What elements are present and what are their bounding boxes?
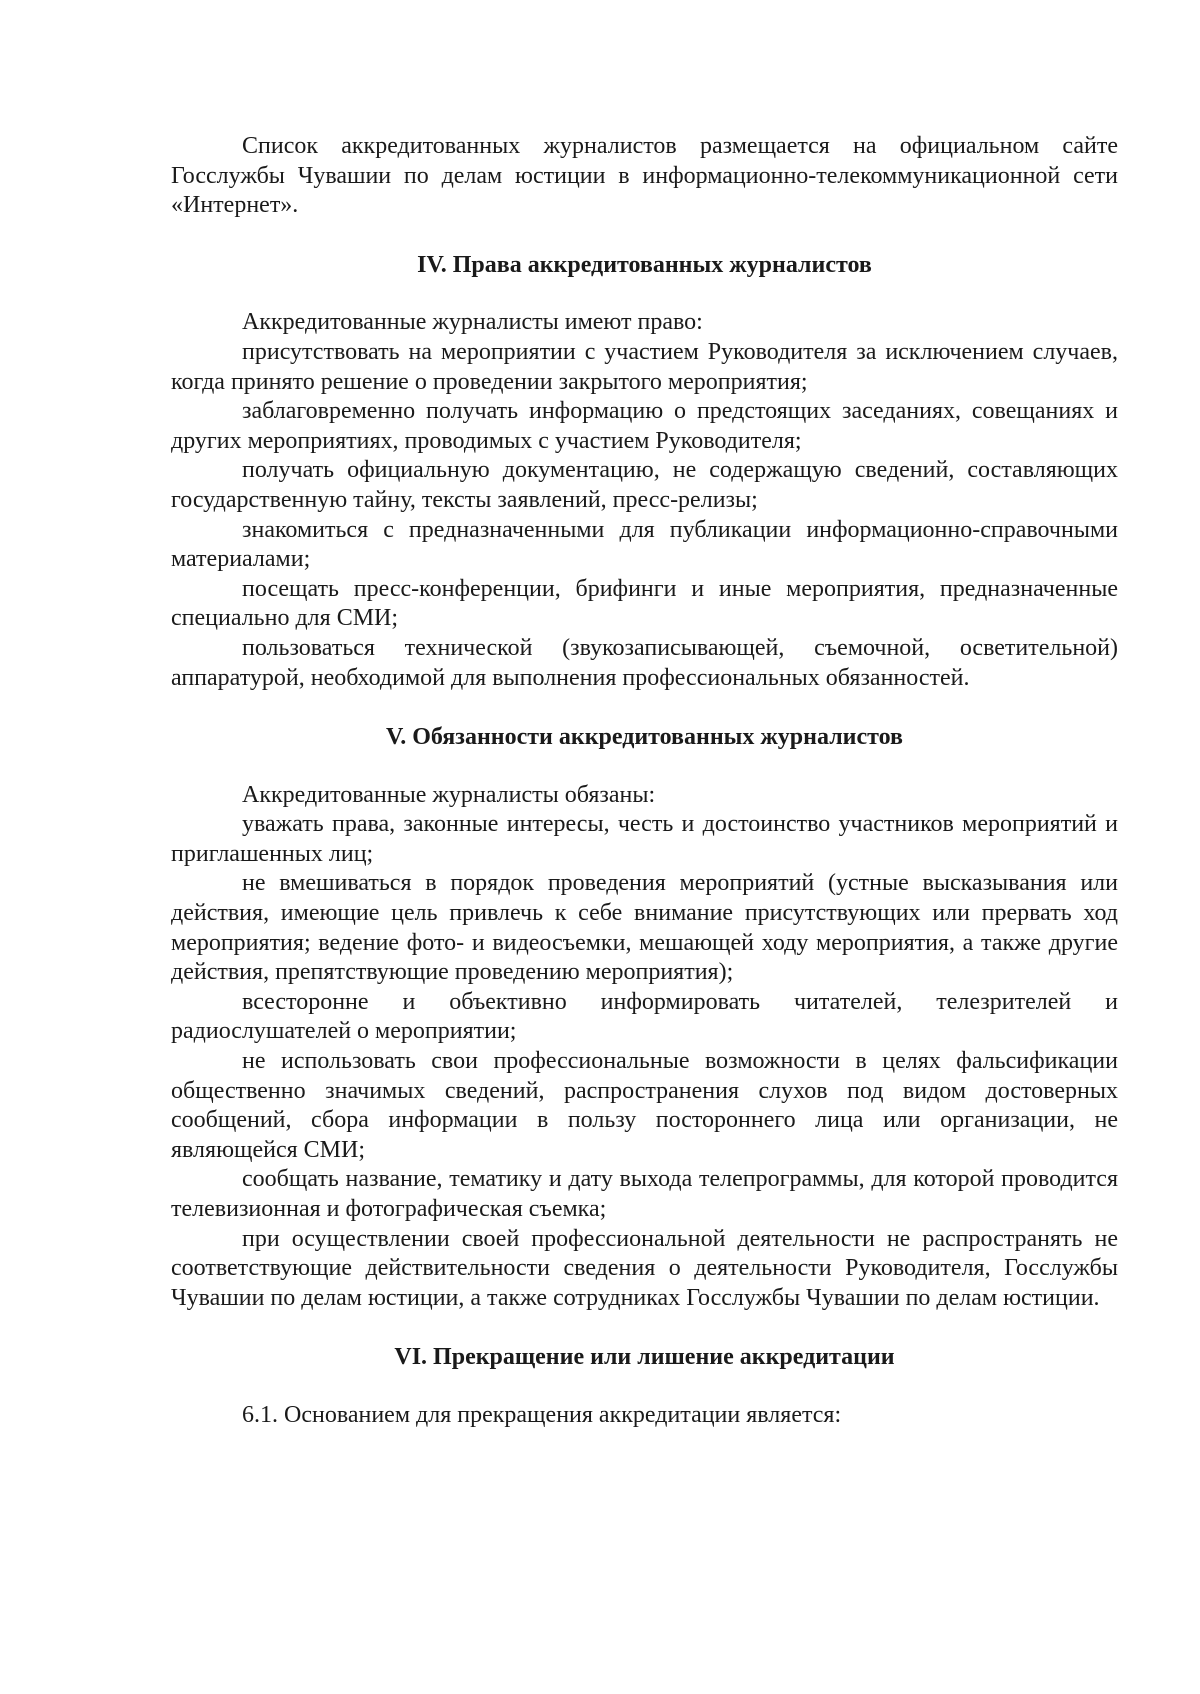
spacer [171, 753, 1118, 781]
duties-item: сообщать название, тематику и дату выхода телепрограммы, для которой проводится телевизионная и фотографическая съемка; [171, 1166, 1118, 1222]
rights-item: знакомиться с предназначенными для публикации информационно-справочными материалами; [171, 516, 1118, 573]
section-5-heading: V. Обязанности аккредитованных журналистов [386, 724, 903, 751]
duties-item: всесторонне и объективно информировать читателей, телезрителей и радиослушателей о мероприятии; [171, 988, 1118, 1045]
rights-item: пользоваться технической (звукозаписывающей, съемочной, осветительной) аппаратурой, необходимой для выполнения профессиональных обязанностей. [171, 634, 1118, 691]
duties-item: не использовать свои профессиональные возможности в целях фальсификации общественно значимых сведений, распространения слухов под видом достоверных сообщений, сбора информации в пользу постороннего лица или организации, не являющейся СМИ; [171, 1048, 1118, 1163]
section-4-lead: Аккредитованные журналисты имеют право: [242, 309, 703, 336]
duties-item: при осуществлении своей профессиональной деятельности не распространять не соответствующие действительности сведения о деятельности Руководителя, Госслужбы Чувашии по делам юстиции, а также сотрудниках Госслужбы Чувашии по делам юстиции. [171, 1225, 1118, 1311]
section-5-lead: Аккредитованные журналисты обязаны: [242, 781, 656, 808]
intro-paragraph: Список аккредитованных журналистов размещается на официальном сайте Госслужбы Чувашии по делам юстиции в информационно-телекоммуникационной сети «Интернет». [171, 133, 1118, 219]
spacer [171, 1313, 1118, 1343]
rights-item: присутствовать на мероприятии с участием Руководителя за исключением случаев, когда принято решение о проведении закрытого мероприятия; [171, 338, 1118, 395]
rights-item: посещать пресс-конференции, брифинги и иные мероприятия, предназначенные специально для СМИ; [171, 575, 1118, 632]
duties-item: уважать права, законные интересы, честь и достоинство участников мероприятий и приглашенных лиц; [171, 811, 1118, 867]
spacer [171, 693, 1118, 723]
rights-item: получать официальную документацию, не содержащую сведений, составляющих государственную тайну, тексты заявлений, пресс-релизы; [171, 457, 1118, 513]
duties-item: не вмешиваться в порядок проведения мероприятий (устные высказывания или действия, имеющие цель привлечь к себе внимание присутствующих или прервать ход мероприятия; ведение фото- и видеосъемки, мешающей ходу мероприятия, а также другие действия, препятствующие проведению мероприятия); [171, 870, 1118, 986]
spacer [171, 280, 1118, 308]
spacer [171, 221, 1118, 251]
spacer [171, 1373, 1118, 1401]
rights-item: заблаговременно получать информацию о предстоящих заседаниях, совещаниях и других мероприятиях, проводимых с участием Руководителя; [171, 398, 1118, 454]
document-page [171, 132, 1118, 1431]
section-4-heading: IV. Права аккредитованных журналистов [417, 251, 872, 278]
section-6-heading: VI. Прекращение или лишение аккредитации [394, 1344, 895, 1371]
clause-6-1: 6.1. Основанием для прекращения аккредитации является: [242, 1401, 842, 1428]
